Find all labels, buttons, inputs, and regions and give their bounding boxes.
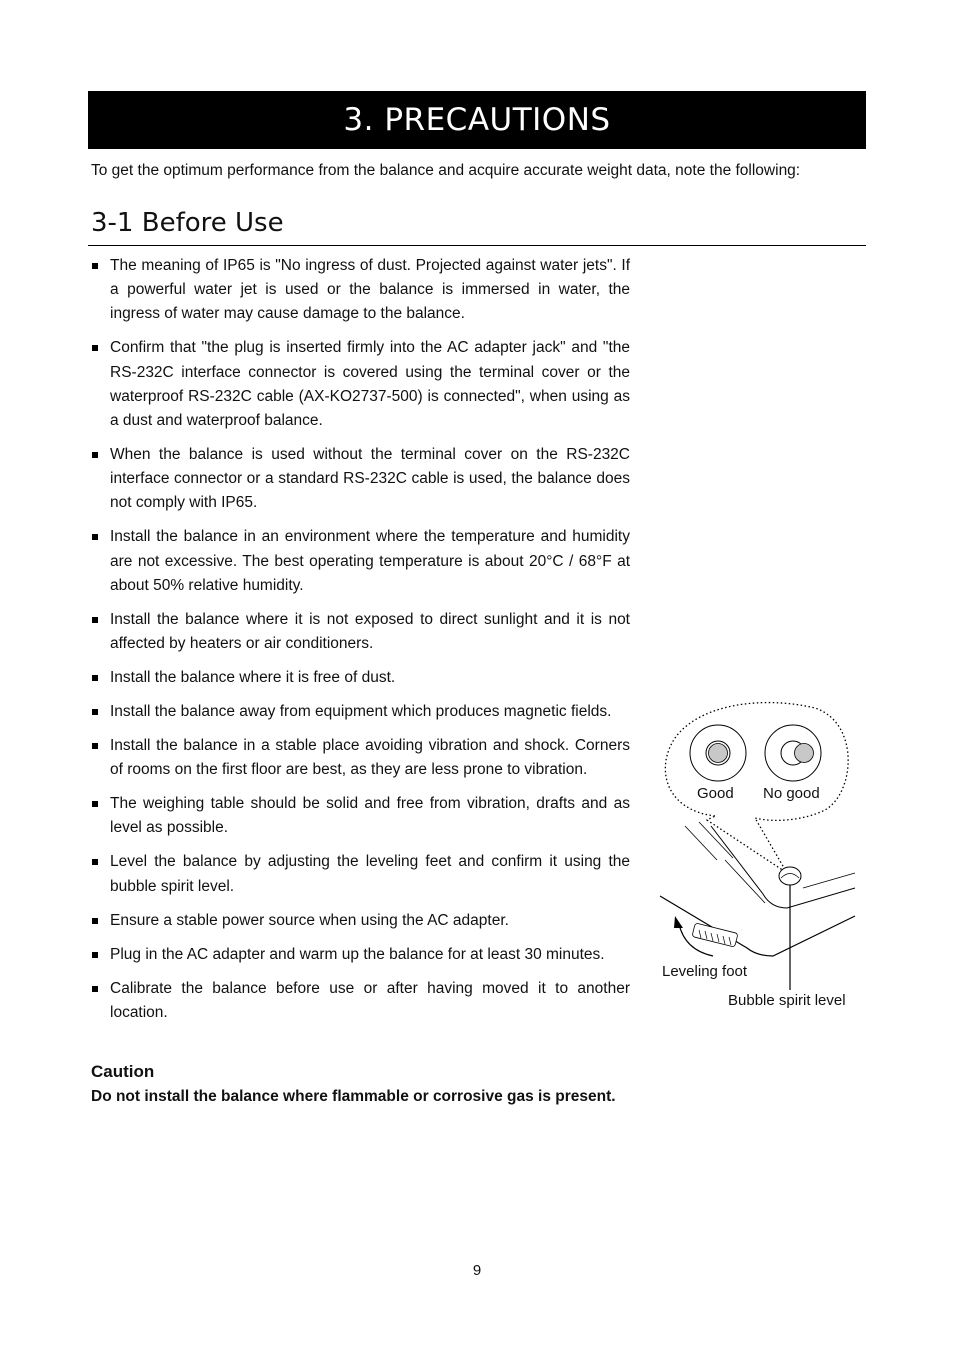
list-item-text: Level the balance by adjusting the leveling feet and confirm it using the bubble spirit level.: [110, 853, 630, 895]
balance-edge-line: [803, 873, 855, 888]
bubble-level-housing: [779, 867, 801, 885]
list-item-text: Install the balance in an environment where the temperature and humidity are not excessive. The best operating temperature is about 20°C / 68°F at about 50% relative humidity.: [110, 528, 630, 594]
square-bullet-icon: [92, 452, 98, 458]
list-item: [91, 943, 630, 967]
list-item-text: Install the balance where it is free of dust.: [110, 669, 396, 687]
no-good-bubble: [795, 744, 814, 763]
list-item-text: Install the balance in a stable place avoiding vibration and shock. Corners of rooms on the first floor are best, as they are less prone to vibration.: [110, 737, 630, 779]
arrow-head-icon: [674, 916, 683, 928]
square-bullet-icon: [92, 952, 98, 958]
list-item-text: Install the balance where it is not exposed to direct sunlight and it is not affected by heaters or air conditioners.: [110, 610, 630, 653]
section-divider: [88, 245, 866, 246]
square-bullet-icon: [92, 709, 98, 715]
list-item: [91, 608, 630, 656]
list-item-text: Calibrate the balance before use or after having moved it to another location.: [110, 979, 630, 1021]
list-item: [91, 977, 630, 1025]
list-item: [91, 443, 630, 516]
chapter-title: 3. PRECAUTIONS: [88, 91, 866, 149]
leveling-foot-label: Leveling foot: [662, 963, 748, 980]
list-item: [91, 525, 630, 598]
list-item-text: Install the balance away from equipment which produces magnetic fields.: [110, 703, 612, 721]
section-title: 3-1 Before Use: [91, 208, 284, 238]
square-bullet-icon: [92, 918, 98, 924]
precautions-list: [91, 254, 630, 1035]
page-number: 9: [472, 1262, 482, 1279]
leveling-diagram: [655, 698, 860, 1016]
list-item: [91, 909, 630, 933]
square-bullet-icon: [92, 675, 98, 681]
list-item: [91, 700, 630, 724]
balance-edge-line: [699, 822, 733, 858]
good-label: Good: [697, 785, 734, 802]
no-good-label: No good: [763, 785, 820, 802]
square-bullet-icon: [92, 743, 98, 749]
list-item-text: The meaning of IP65 is "No ingress of dust. Projected against water jets". If a powerful water jet is used or the balance is immersed in water, the ingress of water may cause damage to the balance.: [110, 257, 630, 323]
list-item: [91, 666, 630, 690]
square-bullet-icon: [92, 801, 98, 807]
list-item: [91, 734, 630, 782]
square-bullet-icon: [92, 617, 98, 623]
square-bullet-icon: [92, 859, 98, 865]
list-item: [91, 792, 630, 840]
list-item-text: The weighing table should be solid and free from vibration, drafts and as level as possible.: [110, 795, 630, 837]
caution-heading: Caution: [91, 1062, 155, 1081]
balance-top-outline: [711, 826, 855, 908]
square-bullet-icon: [92, 263, 98, 269]
list-item: [91, 850, 630, 898]
balance-edge-line: [685, 826, 717, 860]
list-item: [91, 336, 630, 433]
caution-text: Do not install the balance where flammable or corrosive gas is present.: [91, 1088, 616, 1105]
good-bubble: [709, 744, 728, 763]
balance-edge-line: [725, 860, 765, 903]
intro-text: To get the optimum performance from the balance and acquire accurate weight data, note the following:: [91, 162, 801, 179]
list-item-text: When the balance is used without the terminal cover on the RS-232C interface connector or a standard RS-232C cable is used, the balance does not comply with IP65.: [110, 446, 630, 512]
leveling-foot: [692, 923, 738, 947]
balance-base-outline: [660, 896, 855, 956]
bubble-level-label: Bubble spirit level: [728, 992, 846, 1009]
list-item-text: Ensure a stable power source when using the AC adapter.: [110, 911, 509, 929]
list-item-text: Plug in the AC adapter and warm up the balance for at least 30 minutes.: [110, 945, 605, 963]
square-bullet-icon: [92, 534, 98, 540]
list-item: [91, 254, 630, 327]
square-bullet-icon: [92, 986, 98, 992]
square-bullet-icon: [92, 345, 98, 351]
callout-bubble: [665, 703, 848, 873]
list-item-text: Confirm that "the plug is inserted firmly into the AC adapter jack" and "the RS-232C interface connector is covered using the terminal cover or the waterproof RS-232C cable (AX-KO2737-500) is connected", when using as a dust and waterproof balance.: [110, 339, 630, 430]
